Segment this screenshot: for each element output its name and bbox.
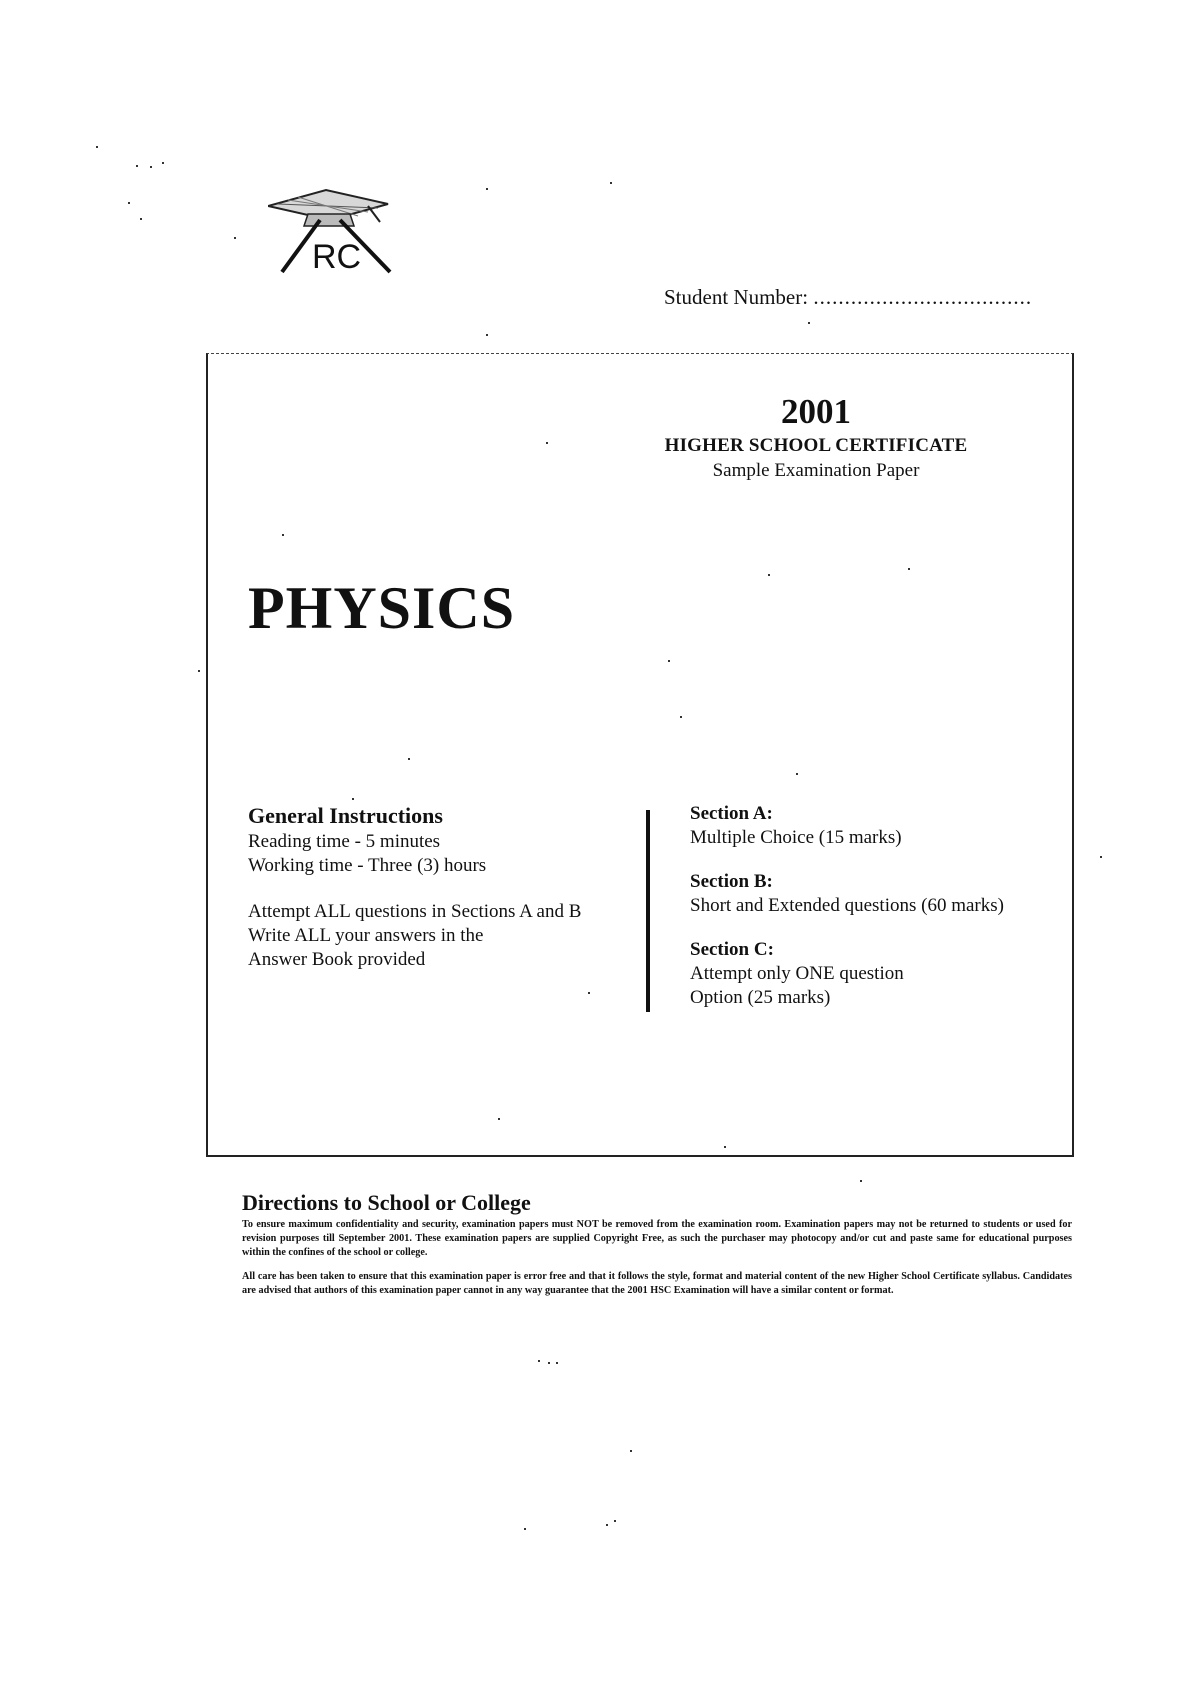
section-b-title: Section B: bbox=[690, 871, 773, 892]
certificate-title: HIGHER SCHOOL CERTIFICATE bbox=[664, 435, 968, 456]
subject-title: PHYSICS bbox=[248, 575, 516, 641]
attempt-instruction: Attempt ALL questions in Sections A and B bbox=[248, 901, 582, 922]
logo-letters: RC bbox=[312, 238, 362, 276]
student-number-field[interactable] bbox=[664, 285, 1032, 310]
write-instruction-line-2: Answer Book provided bbox=[248, 949, 426, 970]
section-c-title: Section C: bbox=[690, 939, 774, 960]
directions-paragraph-1: To ensure maximum confidentiality and security, examination papers must NOT be removed from the examination room. Examination papers may not be returned to students or used for revision purposes till September 2001. These examination papers are supplied Copyright Free, as such the purchaser may photocopy and/or cut and paste same for educational purposes within the confines of the school or college. bbox=[242, 1219, 1072, 1258]
write-instruction-line-1: Write ALL your answers in the bbox=[248, 925, 484, 946]
section-a-detail: Multiple Choice (15 marks) bbox=[690, 827, 902, 848]
sections-list bbox=[690, 802, 1060, 1030]
section-c-detail-2: Option (25 marks) bbox=[690, 987, 831, 1008]
directions-paragraph-2: All care has been taken to ensure that this examination paper is error free and that it follows the style, format and material content of the new Higher School Certificate syllabus. Candidates are advised that authors of this examination paper cannot in any way guarantee that the 2001 HSC Examination will have a similar content or format. bbox=[242, 1271, 1072, 1296]
general-instructions-heading: General Instructions bbox=[248, 803, 443, 828]
section-c bbox=[690, 938, 1060, 1010]
column-divider bbox=[646, 810, 650, 1012]
directions-heading: Directions to School or College bbox=[242, 1190, 531, 1215]
working-time: Working time - Three (3) hours bbox=[248, 855, 487, 876]
student-number-dotted-line: ................................... bbox=[813, 285, 1033, 309]
school-logo bbox=[268, 180, 408, 280]
section-b bbox=[690, 870, 1060, 918]
exam-year: 2001 bbox=[781, 392, 851, 431]
directions-block bbox=[242, 1190, 1072, 1308]
section-a bbox=[690, 802, 1060, 850]
paper-type: Sample Examination Paper bbox=[712, 460, 920, 481]
general-instructions bbox=[248, 802, 648, 972]
section-b-detail: Short and Extended questions (60 marks) bbox=[690, 895, 1004, 916]
student-number-label: Student Number: bbox=[664, 285, 809, 309]
section-c-detail-1: Attempt only ONE question bbox=[690, 963, 904, 984]
cover-frame bbox=[206, 353, 1074, 1157]
reading-time: Reading time - 5 minutes bbox=[248, 831, 441, 852]
section-a-title: Section A: bbox=[690, 803, 773, 824]
mortarboard-crest-icon bbox=[268, 180, 408, 280]
